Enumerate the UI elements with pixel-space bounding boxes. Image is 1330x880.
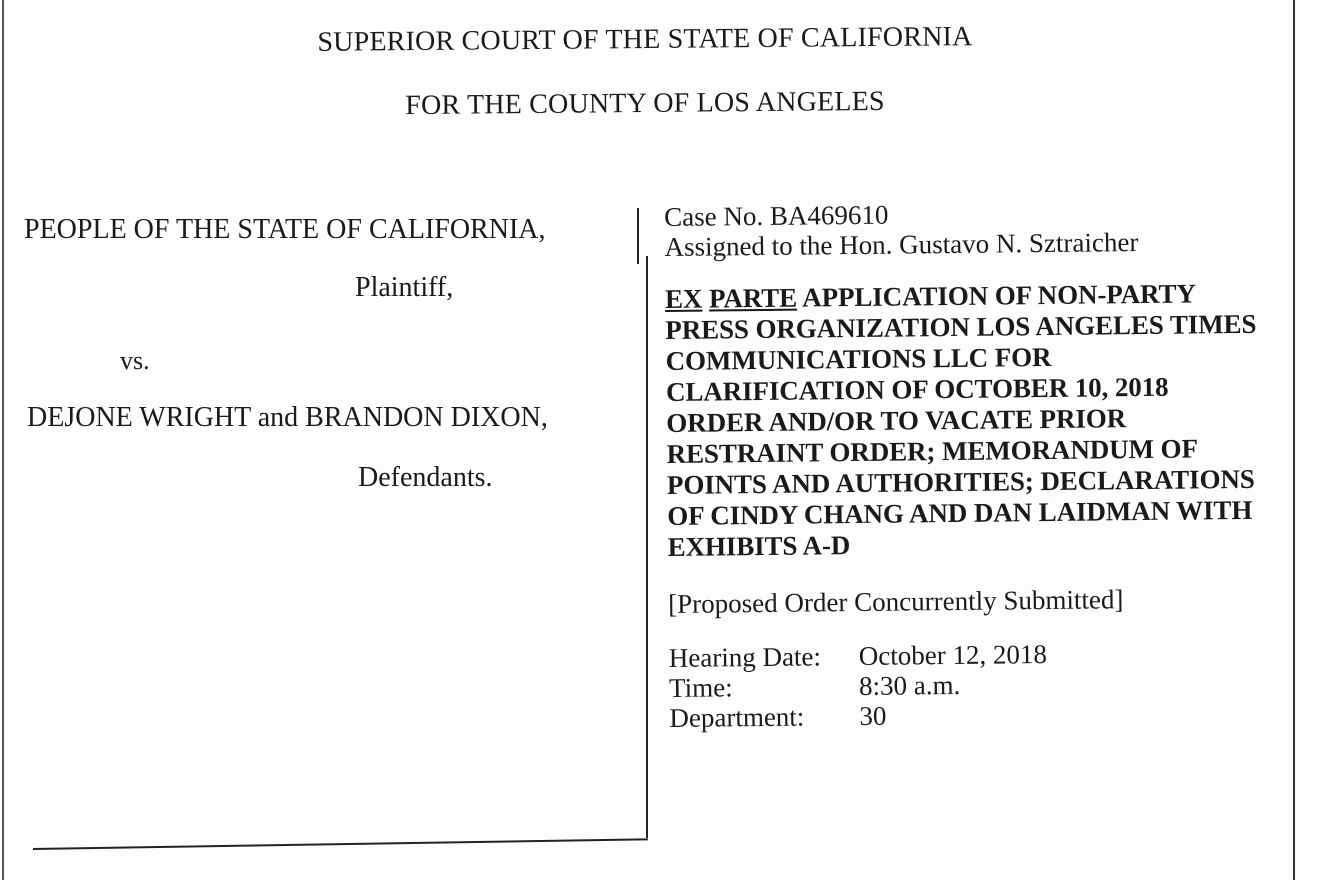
hearing-department-value: 30 xyxy=(859,700,887,731)
defendant-name: DEJONE WRIGHT and BRANDON DIXON, xyxy=(27,402,548,433)
hearing-department-label: Department: xyxy=(669,701,805,733)
title-parte: PARTE xyxy=(708,282,798,314)
proposed-order-note: [Proposed Order Concurrently Submitted] xyxy=(668,584,1124,619)
plaintiff-name: PEOPLE OF THE STATE OF CALIFORNIA, xyxy=(24,214,546,245)
case-number: Case No. BA469610 xyxy=(664,199,889,232)
page-right-border xyxy=(1293,0,1295,880)
versus-label: vs. xyxy=(120,346,150,375)
hearing-date-value: October 12, 2018 xyxy=(858,639,1048,671)
hearing-department-row xyxy=(669,697,1269,733)
document-title xyxy=(665,278,1268,563)
plaintiff-role: Plaintiff, xyxy=(355,272,454,303)
hearing-date-label: Hearing Date: xyxy=(668,641,822,673)
assigned-judge: Assigned to the Hon. Gustavo N. Sztraicher xyxy=(664,227,1139,262)
hearing-time-label: Time: xyxy=(668,672,733,703)
court-county: FOR THE COUNTY OF LOS ANGELES xyxy=(405,85,885,122)
caption-bottom-rule xyxy=(33,838,648,850)
hearing-time-value: 8:30 a.m. xyxy=(858,669,961,701)
case-info-column xyxy=(664,196,1270,733)
title-ex: EX xyxy=(664,283,703,314)
caption-divider xyxy=(646,256,648,838)
title-rest: APPLICATION OF NON-PARTY PRESS ORGANIZATION LOS ANGELES TIMES COMMUNICATIONS LLC FOR CLARIFICATION OF OCTOBER 10, 2018 ORDER AND/OR TO VACATE PRIOR RESTRAINT ORDER; MEMORANDUM OF POINTS AND AUTHORITIES; DECLARATIONS OF CINDY CHANG AND DAN LAIDMAN WITH EXHIBITS A-D xyxy=(665,278,1257,562)
caption-divider-top xyxy=(637,208,639,264)
defendant-role: Defendants. xyxy=(358,462,493,493)
court-name: SUPERIOR COURT OF THE STATE OF CALIFORNIA xyxy=(317,21,973,58)
hearing-info xyxy=(669,637,1270,733)
page-left-border xyxy=(2,0,4,880)
